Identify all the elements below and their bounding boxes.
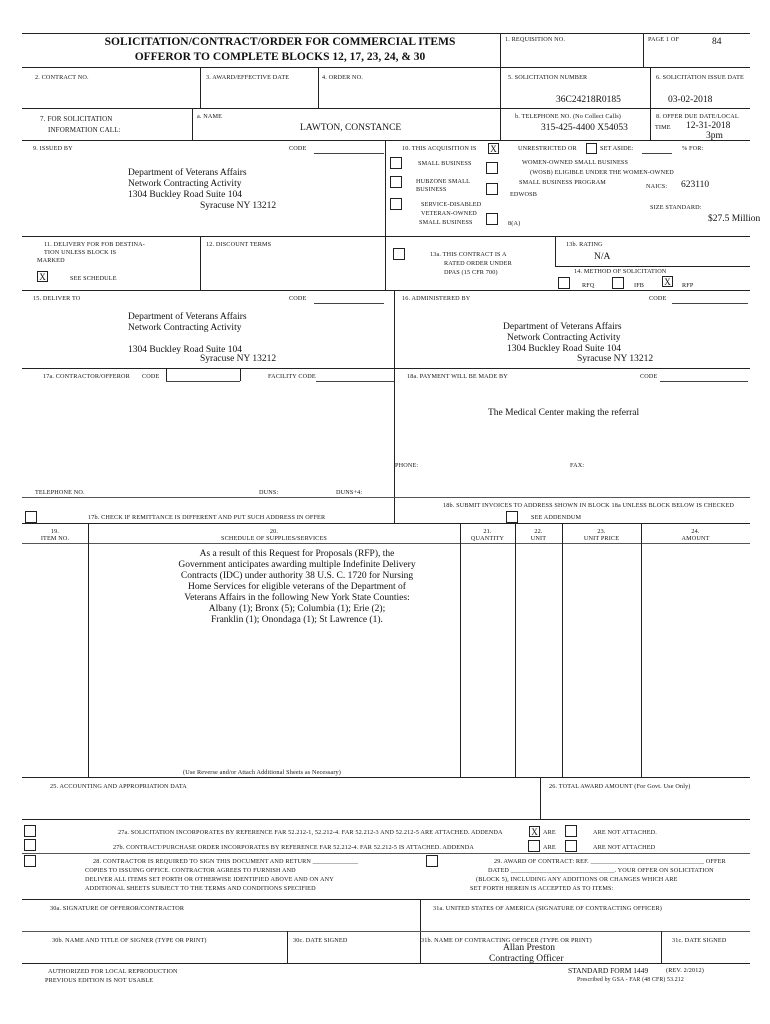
rfq-label: RFQ xyxy=(582,282,595,289)
schedule-line-6: Albany (1); Bronx (5); Columbia (1); Erie (2); xyxy=(208,604,386,614)
page-label: PAGE 1 OF xyxy=(648,36,680,43)
c28-line1: 28. CONTRACTOR IS REQUIRED TO SIGN THIS DOCUMENT AND RETURN ______________ xyxy=(93,858,359,865)
telephone-no-label: TELEPHONE NO. xyxy=(35,489,85,496)
c29-line3: (BLOCK 5), INCLUDING ANY ADDITIONS OR CHANGES WHICH ARE xyxy=(476,876,678,883)
col22-header: UNIT xyxy=(530,535,547,542)
submit-invoices-label: 18b. SUBMIT INVOICES TO ADDRESS SHOWN IN BLOCK 18a UNLESS BLOCK BELOW IS CHECKED xyxy=(443,502,735,509)
duns4-label: DUNS+4: xyxy=(336,489,363,496)
information-call-label: INFORMATION CALL: xyxy=(48,126,121,134)
contact-phone: 315-425-4400 X54053 xyxy=(541,123,628,133)
facility-code-label: FACILITY CODE xyxy=(268,373,316,380)
s30c-label: 30c. DATE SIGNED xyxy=(293,937,348,944)
col23-number: 23. xyxy=(597,528,606,535)
size-standard-value: $27.5 Million xyxy=(708,214,761,224)
due-date-label: 8. OFFER DUE DATE/LOCAL xyxy=(656,113,739,120)
c27b-are-checkbox[interactable] xyxy=(528,840,540,852)
schedule-line-2: Government anticipates awarding multiple Indefinite Delivery xyxy=(178,560,416,570)
payment-code-label: CODE xyxy=(640,373,658,380)
c27b-are-not-label: ARE NOT ATTACHED xyxy=(593,844,656,851)
method-label: 14. METHOD OF SOLICITATION xyxy=(574,268,667,275)
rating-label: 13b. RATING xyxy=(566,241,603,248)
c29-checkbox[interactable] xyxy=(426,855,438,867)
for-solicitation-label: 7. FOR SOLICITATION xyxy=(40,115,113,123)
sdvosb-label-3: SMALL BUSINESS xyxy=(419,219,473,226)
c27a-are-not-checkbox[interactable] xyxy=(565,825,577,837)
col22-number: 22. xyxy=(534,528,543,535)
set-aside-label: SET ASIDE: xyxy=(600,145,634,152)
c27a-are-not-label: ARE NOT ATTACHED. xyxy=(593,829,657,836)
officer-title: Contracting Officer xyxy=(489,954,564,964)
edwosb-checkbox[interactable] xyxy=(486,183,498,195)
solicitation-no: 36C24218R0185 xyxy=(556,95,621,105)
reverse-note: (Use Reverse and/or Attach Additional Sheets as Necessary) xyxy=(182,769,341,776)
previous-edition: PREVIOUS EDITION IS NOT USABLE xyxy=(45,977,154,984)
contract-no-label: 2. CONTRACT NO. xyxy=(35,74,89,81)
col24-number: 24. xyxy=(691,528,700,535)
see-schedule-checkbox[interactable]: X xyxy=(37,271,48,282)
edwosb-label: EDWOSB xyxy=(510,191,538,198)
delivery-label-1: 11. DELIVERY FOR FOB DESTINA- xyxy=(44,241,146,248)
payment-phone-label: PHONE: xyxy=(395,462,419,469)
c29-line1: 29. AWARD OF CONTRACT: REF. ___________________________________ OFFER xyxy=(494,858,726,865)
wosb-label-3: SMALL BUSINESS PROGRAM xyxy=(519,179,606,186)
deliver-to-line1: Department of Veterans Affairs xyxy=(128,312,247,322)
contractor-label: 17a. CONTRACTOR/OFFEROR xyxy=(43,373,130,380)
deliver-to-line3: 1304 Buckley Road Suite 104 xyxy=(128,345,242,355)
c28-line3: DELIVER ALL ITEMS SET FORTH OR OTHERWISE IDENTIFIED ABOVE AND ON ANY xyxy=(85,876,334,883)
eight-a-label: 8(A) xyxy=(508,220,521,227)
total-award-label: 26. TOTAL AWARD AMOUNT (For Govt. Use Only) xyxy=(549,783,691,790)
c27b-are-not-checkbox[interactable] xyxy=(565,840,577,852)
c27b-checkbox[interactable] xyxy=(24,839,36,851)
col19-header: ITEM NO. xyxy=(40,535,70,542)
c29-line4: SET FORTH HEREIN IS ACCEPTED AS TO ITEMS: xyxy=(470,885,614,892)
schedule-line-7: Franklin (1); Onondaga (1); St Lawrence (1). xyxy=(211,615,383,625)
schedule-line-1: As a result of this Request for Proposals (RFP), the xyxy=(199,549,395,559)
payment-fax-label: FAX: xyxy=(570,462,585,469)
hubzone-label-1: HUBZONE SMALL xyxy=(416,178,471,185)
prescribed-by: Prescribed by GSA - FAR (48 CFR) 53.212 xyxy=(577,977,684,983)
rfq-checkbox[interactable] xyxy=(558,277,570,289)
c27a-checkbox[interactable] xyxy=(24,825,36,837)
c27b-text: 27b. CONTRACT/PURCHASE ORDER INCORPORATES BY REFERENCE FAR 52.212-4. FAR 52.212-5 IS ATTACHED. ADDENDA xyxy=(113,844,475,851)
c28-checkbox[interactable] xyxy=(24,855,36,867)
col21-number: 21. xyxy=(483,528,492,535)
issued-by-line4: Syracuse NY 13212 xyxy=(200,201,277,211)
name-label: a. NAME xyxy=(197,113,223,120)
wosb-label-1: WOMEN-OWNED SMALL BUSINESS xyxy=(522,159,629,166)
administered-by-line3: 1304 Buckley Road Suite 104 xyxy=(507,344,621,354)
hubzone-label-2: BUSINESS xyxy=(416,186,447,193)
rated-order-checkbox[interactable] xyxy=(393,248,405,260)
ifb-checkbox[interactable] xyxy=(612,277,624,289)
col19-number: 19. xyxy=(50,528,60,535)
officer-name: Allan Preston xyxy=(503,943,555,953)
c27a-are-checkbox[interactable]: X xyxy=(529,826,540,837)
c27a-are-label: ARE xyxy=(543,829,556,836)
col20-header: SCHEDULE OF SUPPLIES/SERVICES xyxy=(221,535,327,542)
contractor-code-label: CODE xyxy=(142,373,160,380)
remittance-label: 17b. CHECK IF REMITTANCE IS DIFFERENT AND PUT SUCH ADDRESS IN OFFER xyxy=(88,514,326,521)
deliver-to-label: 15. DELIVER TO xyxy=(33,295,81,302)
authorized-reproduction: AUTHORIZED FOR LOCAL REPRODUCTION xyxy=(48,968,178,975)
deliver-to-code-label: CODE xyxy=(289,295,307,302)
deliver-to-line4: Syracuse NY 13212 xyxy=(200,354,277,364)
s31c-label: 31c. DATE SIGNED xyxy=(672,937,727,944)
remittance-checkbox[interactable] xyxy=(25,511,37,523)
payment-label: 18a. PAYMENT WILL BE MADE BY xyxy=(407,373,508,380)
schedule-line-5: Veterans Affairs in the following New York State Counties: xyxy=(184,593,410,603)
requisition-label: 1. REQUISITION NO. xyxy=(505,36,566,43)
hubzone-checkbox[interactable] xyxy=(390,176,402,188)
rated-label-1: 13a. THIS CONTRACT IS A xyxy=(430,251,507,258)
form-title-line2: OFFEROR TO COMPLETE BLOCKS 12, 17, 23, 24, & 30 xyxy=(134,51,426,63)
sdvosb-checkbox[interactable] xyxy=(390,198,402,210)
issued-by-line3: 1304 Buckley Road Suite 104 xyxy=(128,190,242,200)
award-date-label: 3. AWARD/EFFECTIVE DATE xyxy=(206,74,290,81)
order-no-label: 4. ORDER NO. xyxy=(322,74,363,81)
wosb-label-2: (WOSB) ELIGIBLE UNDER THE WOMEN-OWNED xyxy=(530,169,674,176)
issue-date: 03-02-2018 xyxy=(668,95,713,105)
s31b-label: 31b. NAME OF CONTRACTING OFFICER (TYPE OR PRINT) xyxy=(421,937,592,944)
due-date: 12-31-2018 xyxy=(686,121,731,131)
see-addendum-checkbox[interactable] xyxy=(506,511,518,523)
schedule-line-3: Contracts (IDC) under authority 38 U.S. C. 1720 for Nursing xyxy=(180,571,414,581)
payer-text: The Medical Center making the referral xyxy=(488,408,640,418)
small-business-checkbox[interactable] xyxy=(390,157,402,169)
administered-by-line2: Network Contracting Activity xyxy=(507,333,621,343)
issued-by-line2: Network Contracting Activity xyxy=(128,179,242,189)
standard-form-number: STANDARD FORM 1449 xyxy=(568,966,649,975)
delivery-label-2: TION UNLESS BLOCK IS xyxy=(44,249,117,256)
c29-line2: DATED ________________________________. YOUR OFFER ON SOLICITATION xyxy=(488,867,714,874)
delivery-label-3: MARKED xyxy=(37,257,65,264)
issued-by-line1: Department of Veterans Affairs xyxy=(128,168,247,178)
set-aside-checkbox[interactable] xyxy=(586,143,597,154)
solicitation-no-label: 5. SOLICITATION NUMBER xyxy=(508,74,588,81)
col20-number: 20. xyxy=(269,528,279,535)
form-title-line1: SOLICITATION/CONTRACT/ORDER FOR COMMERCIAL ITEMS xyxy=(104,36,456,48)
c28-line2: COPIES TO ISSUING OFFICE. CONTRACTOR AGREES TO FURNISH AND xyxy=(85,867,296,874)
duns-label: DUNS: xyxy=(259,489,279,496)
deliver-to-line2: Network Contracting Activity xyxy=(128,323,242,333)
s31a-label: 31a. UNITED STATES OF AMERICA (SIGNATURE OF CONTRACTING OFFICER) xyxy=(433,905,662,912)
col24-header: AMOUNT xyxy=(681,535,710,542)
rated-label-3: DPAS (15 CFR 700) xyxy=(444,269,498,276)
issued-by-label: 9. ISSUED BY xyxy=(33,145,73,152)
time-label: TIME xyxy=(655,124,671,131)
acquisition-label: 10. THIS ACQUISITION IS xyxy=(402,145,477,152)
form-revision: (REV. 2/2012) xyxy=(666,967,704,974)
administered-by-code-label: CODE xyxy=(649,295,667,302)
c27b-are-label: ARE xyxy=(543,844,556,851)
issued-by-code-label: CODE xyxy=(289,145,307,152)
telephone-label: b. TELEPHONE NO. (No Collect Calls) xyxy=(515,113,622,120)
sdvosb-label-1: SERVICE-DISABLED xyxy=(421,201,482,208)
sdvosb-label-2: VETERAN-OWNED xyxy=(421,210,477,217)
unrestricted-label: UNRESTRICTED OR xyxy=(518,145,577,152)
unrestricted-checkbox[interactable]: X xyxy=(488,143,499,154)
administered-by-line4: Syracuse NY 13212 xyxy=(577,354,654,364)
naics-label: NAICS: xyxy=(646,183,668,190)
eight-a-checkbox[interactable] xyxy=(486,213,498,225)
wosb-checkbox[interactable] xyxy=(486,162,498,174)
rated-label-2: RATED ORDER UNDER xyxy=(444,260,512,267)
rfp-label: RFP xyxy=(682,282,694,289)
due-time: 3pm xyxy=(706,131,723,141)
col23-header: UNIT PRICE xyxy=(583,535,620,542)
ifb-label: IFB xyxy=(634,282,645,289)
c27a-text: 27a. SOLICITATION INCORPORATES BY REFERENCE FAR 52.212-1, 52.212-4. FAR 52.212-3 AND 52.212-5 ARE ATTACHED. ADDENDA xyxy=(118,829,503,836)
small-business-label: SMALL BUSINESS xyxy=(418,160,472,167)
contact-name: LAWTON, CONSTANCE xyxy=(300,123,402,133)
s30b-label: 30b. NAME AND TITLE OF SIGNER (TYPE OR PRINT) xyxy=(52,937,207,944)
administered-by-line1: Department of Veterans Affairs xyxy=(503,322,622,332)
accounting-label: 25. ACCOUNTING AND APPROPRIATION DATA xyxy=(50,783,187,790)
rfp-checkbox[interactable]: X xyxy=(662,276,673,287)
c28-line4: ADDITIONAL SHEETS SUBJECT TO THE TERMS AND CONDITIONS SPECIFIED xyxy=(85,885,316,892)
col21-header: QUANTITY xyxy=(470,535,505,542)
rating-value: N/A xyxy=(594,252,611,262)
administered-by-label: 16. ADMINISTERED BY xyxy=(402,295,471,302)
size-standard-label: SIZE STANDARD: xyxy=(650,204,702,211)
naics-value: 623110 xyxy=(681,180,710,190)
page-total: 84 xyxy=(712,37,722,47)
see-addendum-label: SEE ADDENDUM xyxy=(531,514,582,521)
issue-date-label: 6. SOLICITATION ISSUE DATE xyxy=(656,74,744,81)
s30a-label: 30a. SIGNATURE OF OFFEROR/CONTRACTOR xyxy=(50,905,185,912)
set-aside-pct-label: % FOR: xyxy=(682,145,704,152)
discount-terms-label: 12. DISCOUNT TERMS xyxy=(206,241,272,248)
see-schedule-label: SEE SCHEDULE xyxy=(70,275,117,282)
schedule-line-4: Home Services for eligible veterans of the Department of xyxy=(188,582,406,592)
